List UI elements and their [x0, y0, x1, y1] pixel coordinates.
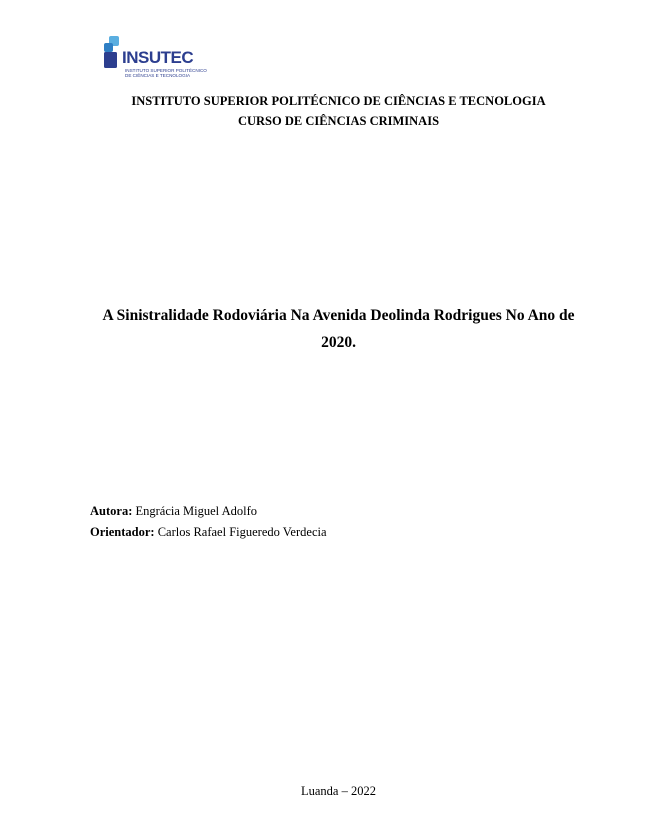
advisor-label: Orientador:: [90, 525, 155, 539]
document-header: [0, 91, 647, 131]
logo-wordmark: INSUTEC: [122, 48, 194, 67]
place-date: Luanda – 2022: [301, 784, 376, 798]
course-name: CURSO DE CIÊNCIAS CRIMINAIS: [237, 114, 440, 128]
title-line-1: A Sinistralidade Rodoviária Na Avenida Deolinda Rodrigues No Ano de: [102, 307, 575, 324]
title-line-2: 2020.: [321, 334, 356, 351]
institution-name: INSTITUTO SUPERIOR POLITÉCNICO DE CIÊNCIAS E TECNOLOGIA: [131, 94, 546, 108]
advisor-name: Carlos Rafael Figueredo Verdecia: [157, 525, 327, 539]
document-title: [80, 302, 597, 356]
logo-subtitle-line-1: INSTITUTO SUPERIOR POLITÉCNICO: [125, 68, 207, 73]
logo-subtitle: [125, 68, 207, 78]
credits: [90, 501, 327, 543]
insutec-logo: [104, 36, 234, 82]
logo-subtitle-line-2: DE CIÊNCIAS E TECNOLOGIA: [125, 73, 191, 78]
author-label: Autora:: [90, 504, 133, 518]
author-name: Engrácia Miguel Adolfo: [135, 504, 257, 518]
author-line: [90, 501, 327, 522]
advisor-line: [90, 522, 327, 543]
